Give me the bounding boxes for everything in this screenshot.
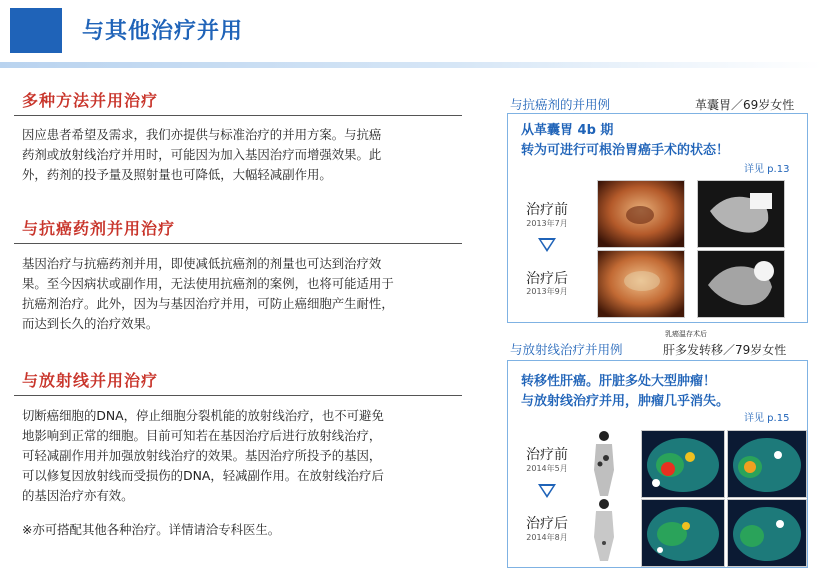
case2-before-label: 治疗前 <box>526 447 568 463</box>
case2-description <box>521 372 729 412</box>
pet-wholebody-after-image <box>584 497 624 563</box>
petct-before-image-2 <box>727 430 807 498</box>
case2-after-date: 2014年8月 <box>526 533 568 542</box>
down-arrow-icon <box>538 484 556 498</box>
case1-label: 与抗癌剂的并用例 <box>510 97 611 112</box>
case1-line: 转为可进行可根治胃癌手术的状态！ <box>521 143 730 158</box>
header-square-icon <box>10 8 62 53</box>
petct-after-image-2 <box>727 499 807 567</box>
section-body-anticancer-drug <box>22 254 462 334</box>
body-line: 抗癌剂治疗。此外，因为与基因治疗并用，可防止癌细胞产生耐性， <box>22 296 394 311</box>
case2-patient-note: 乳癌温存术后 <box>665 330 707 338</box>
case1-before-date: 2013年7月 <box>526 219 568 228</box>
section-heading-combined-therapy: 多种方法并用治疗 <box>22 91 159 110</box>
case1-before-label: 治疗前 <box>526 202 568 218</box>
section-divider <box>14 395 462 396</box>
case2-after-label: 治疗后 <box>526 516 568 532</box>
xray-after-image <box>697 250 785 318</box>
section-divider <box>14 243 462 244</box>
petct-before-image-1 <box>641 430 725 498</box>
body-line: 切断癌细胞的DNA，停止细胞分裂机能的放射线治疗，也不可避免 <box>22 408 384 423</box>
case2-patient: 肝多发转移／79岁女性 <box>663 343 787 357</box>
section-heading-anticancer-drug: 与抗癌药剂并用治疗 <box>22 219 176 238</box>
body-line: 可以修复因放射线而受损伤的DNA，轻减副作用。在放射线治疗后 <box>22 468 384 483</box>
case1-after-label: 治疗后 <box>526 271 568 287</box>
endoscopy-before-image <box>597 180 685 248</box>
body-line: 可轻减副作用并加强放射线治疗的效果。基因治疗所投予的基因， <box>22 448 382 463</box>
body-line: 的基因治疗亦有效。 <box>22 488 134 503</box>
case1-after-date: 2013年9月 <box>526 287 568 296</box>
case1-description <box>521 121 729 161</box>
page-title: 与其他治疗并用 <box>82 19 244 44</box>
header-divider-bar <box>0 62 822 68</box>
down-arrow-icon <box>538 238 556 252</box>
body-line: 果。至今因病状或副作用，无法使用抗癌剂的案例，也将可能适用于 <box>22 276 394 291</box>
section-body-combined-therapy <box>22 125 462 185</box>
body-line: 药剂或放射线治疗并用时，可能因为加入基因治疗而增强效果。此 <box>22 147 382 162</box>
case2-line: 转移性肝癌。肝脏多处大型肿瘤！ <box>521 374 717 389</box>
pet-wholebody-before-image <box>584 428 624 500</box>
xray-before-image <box>697 180 785 248</box>
case1-patient: 革囊胃／69岁女性 <box>695 98 795 112</box>
section-heading-radiation: 与放射线并用治疗 <box>22 371 159 390</box>
case2-before-date: 2014年5月 <box>526 464 568 473</box>
petct-after-image-1 <box>641 499 725 567</box>
body-line: 外，药剂的投予量及照射量也可降低，大幅轻减副作用。 <box>22 167 332 182</box>
section-divider <box>14 115 462 116</box>
section-body-radiation <box>22 406 462 506</box>
endoscopy-after-image <box>597 250 685 318</box>
case2-line: 与放射线治疗并用，肿瘤几乎消失。 <box>521 394 730 409</box>
footnote: ※亦可搭配其他各种治疗。详情请洽专科医生。 <box>22 522 281 537</box>
body-line: 地影响到正常的细胞。目前可知若在基因治疗后进行放射线治疗， <box>22 428 382 443</box>
body-line: 基因治疗与抗癌药剂并用，即使减低抗癌剂的剂量也可达到治疗效 <box>22 256 382 271</box>
case2-page-reference: 详见 p.15 <box>744 413 790 424</box>
case1-line: 从革囊胃 4b 期 <box>521 123 614 138</box>
case2-label: 与放射线治疗并用例 <box>510 342 623 357</box>
case1-page-reference: 详见 p.13 <box>744 164 790 175</box>
body-line: 而达到长久的治疗效果。 <box>22 316 159 331</box>
body-line: 因应患者希望及需求，我们亦提供与标准治疗的并用方案。与抗癌 <box>22 127 382 142</box>
